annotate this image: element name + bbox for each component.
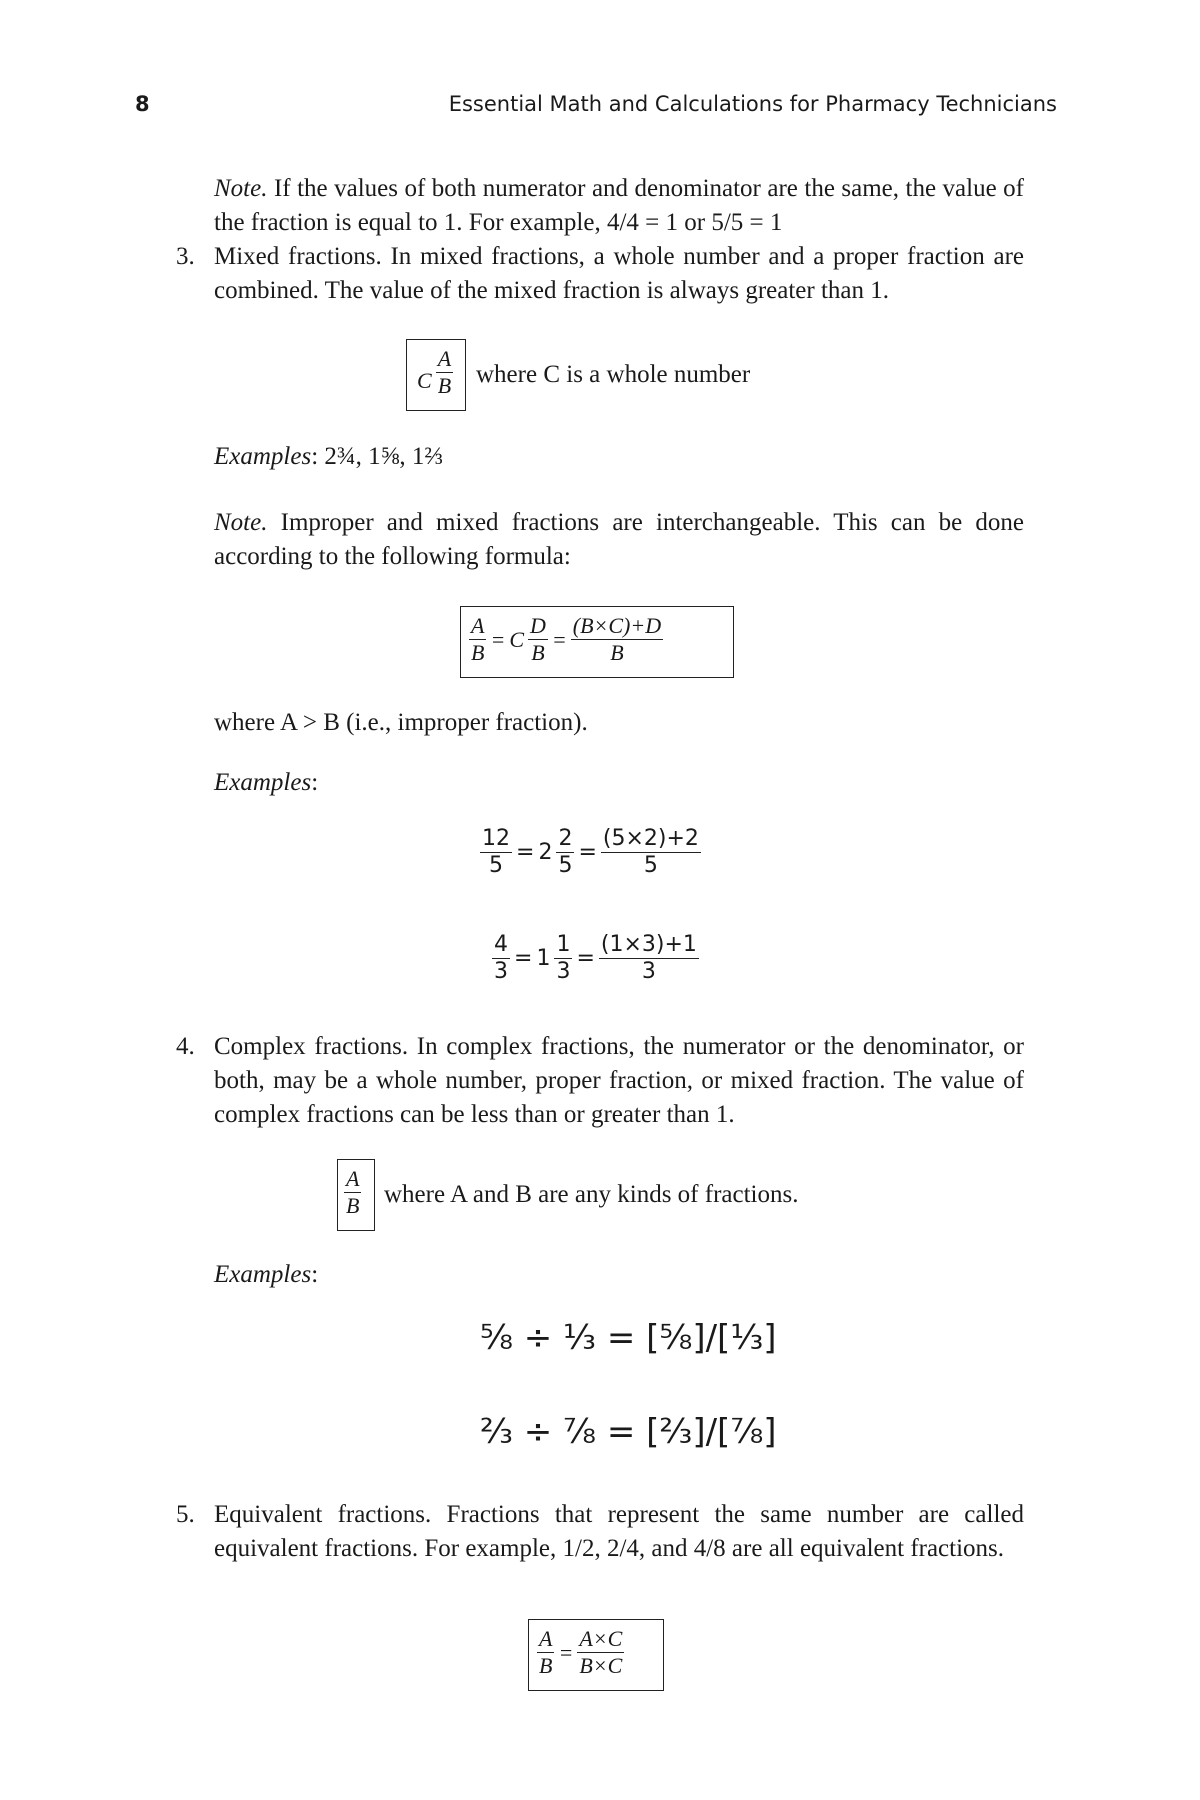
complex-fractions-paragraph: Complex fractions. In complex fractions, the numerator or the denominator, or both, may be a whole number, proper fraction, or mixed fraction. The value of complex fractions can be less than or greater than 1.: [214, 1033, 1024, 1128]
note-paragraph: [214, 506, 1024, 574]
example-equation-2: $\frac{4}{3}$ = 1 $\frac{1}{3}$ = $\frac{(1\times 3)+1}{3}$: [494, 932, 697, 984]
item-number: 5.: [176, 1501, 195, 1528]
equivalent-fraction-formula-box: $\frac{A}{B}$ = $\frac{A\times C}{B\times C}$: [528, 1619, 664, 1691]
examples-label: Examples: [214, 443, 312, 470]
formula-denominator: B: [437, 373, 452, 398]
page-number: 8: [135, 92, 150, 116]
formula-numerator: A: [437, 346, 452, 371]
examples-line: [214, 440, 443, 474]
complex-example-2: ⅔ ÷ ⅞ = [⅔]/[⅞]: [480, 1412, 777, 1452]
examples-line: Examples:: [214, 769, 319, 796]
where-text: where A > B (i.e., improper fraction).: [214, 709, 588, 736]
note-text: If the values of both numerator and denominator are the same, the value of the fraction is equal to 1. For example, 4/4 = 1 or 5/5 = 1: [214, 175, 1024, 236]
examples-line: Examples:: [214, 1261, 319, 1288]
mixed-fraction-formula-box: [406, 339, 466, 411]
note-label: Note.: [214, 509, 268, 536]
formula-caption: where C is a whole number: [476, 361, 751, 388]
item-number: 3.: [176, 243, 195, 270]
note-text: Improper and mixed fractions are interchangeable. This can be done according to the following formula:: [214, 509, 1024, 570]
note-paragraph: [214, 172, 1024, 240]
note-label: Note.: [214, 175, 268, 202]
complex-fraction-formula-box: $\frac{A}{B}$: [337, 1159, 375, 1231]
running-header: [135, 92, 1057, 122]
equivalent-fractions-paragraph: Equivalent fractions. Fractions that represent the same number are called equivalent fractions. For example, 1/2, 2/4, and 4/8 are all equivalent fractions.: [214, 1501, 1024, 1562]
formula-caption: where A and B are any kinds of fractions.: [384, 1181, 799, 1208]
example-equation-1: $\frac{12}{5}$ = 2 $\frac{2}{5}$ = $\frac{(5\times 2)+2}{5}$: [482, 826, 699, 878]
examples-values: : 2¾, 1⅝, 1⅔: [311, 443, 444, 470]
mixed-fractions-paragraph: Mixed fractions. In mixed fractions, a whole number and a proper fraction are combined. The value of the mixed fraction is always greater than 1.: [214, 243, 1024, 304]
formula-whole: C: [417, 367, 432, 393]
conversion-formula-box: $\frac{A}{B}$ = C $\frac{D}{B}$ = $\frac{(B\times C)+D}{B}$: [460, 606, 734, 678]
item-number: 4.: [176, 1033, 195, 1060]
complex-example-1: ⅝ ÷ ⅓ = [⅝]/[⅓]: [480, 1318, 777, 1358]
running-title: Essential Math and Calculations for Pharmacy Technicians: [448, 92, 1057, 116]
examples-label: Examples: [214, 769, 312, 796]
examples-label: Examples: [214, 1261, 312, 1288]
